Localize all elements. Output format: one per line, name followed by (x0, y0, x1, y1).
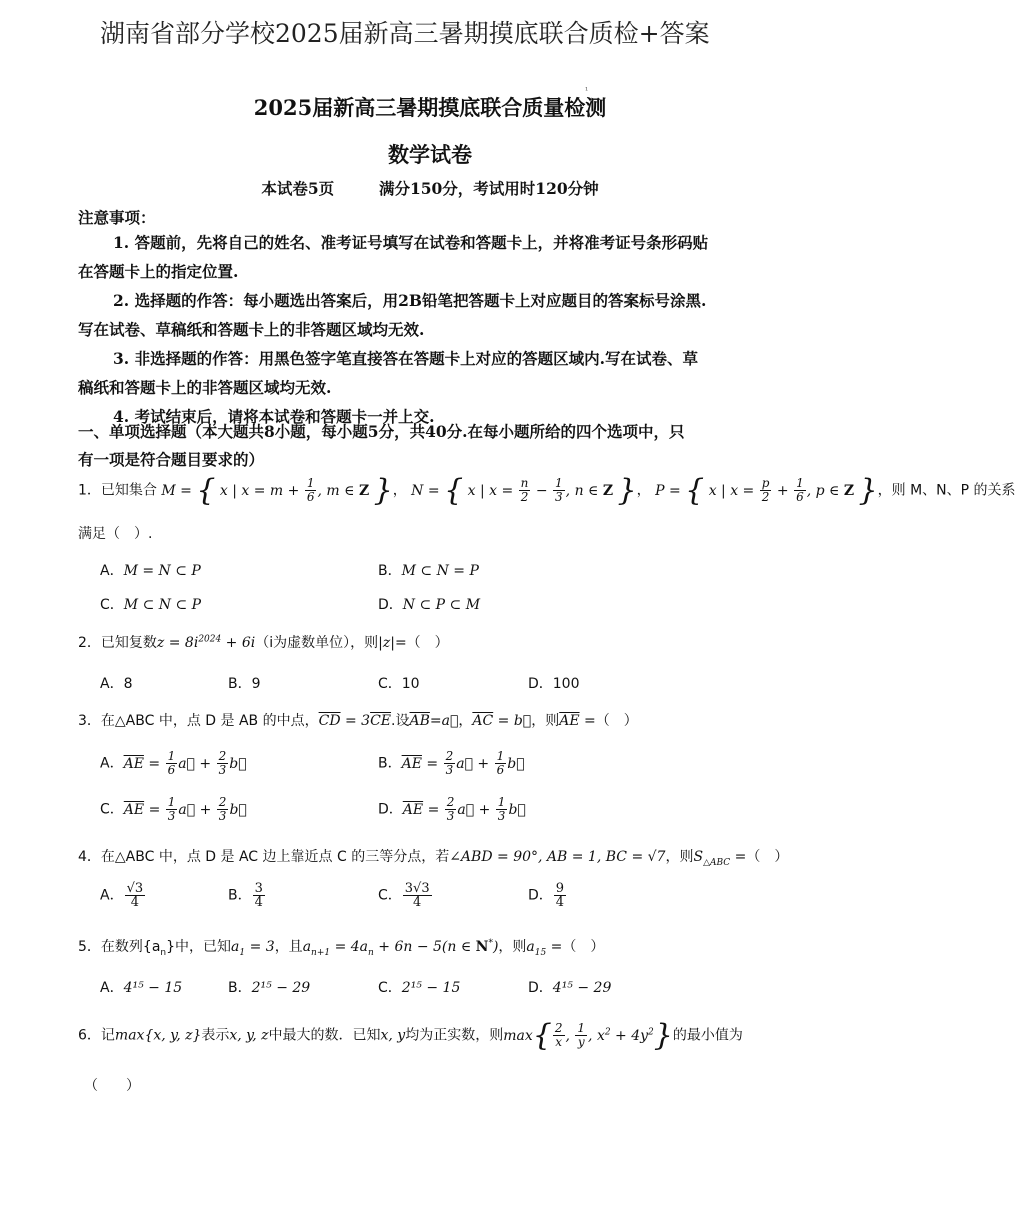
question-4: 4．在△ABC 中，点 D 是 AC 边上靠近点 C 的三等分点，若∠ABD = 90°, AB = 1, BC = √7，则$S_{\triangle ABC}$ =（ ） (78, 849, 789, 868)
q1-option-c[interactable]: C．M ⊂ N ⊂ P (100, 597, 202, 613)
exam-meta (0, 177, 860, 199)
question-1: 1．已知集合 M = { x | x = m + $\frac{1}{6}$ , m ∈ Z }， N = { x | x = $\frac{n}{2}$ − $\frac{1}{3}$ , n ∈ Z }， P = { x | x = $\frac{p}{2}$ + $\frac{1}{6}$ , p ∈ Z }，则 M、N、P 的关系 (78, 472, 1016, 508)
q1-line2: 满足（ ）. (78, 526, 153, 542)
note-1b: 在答题卡上的指定位置. (78, 262, 239, 281)
q1-option-b[interactable]: B．M ⊂ N = P (378, 563, 479, 579)
q3-option-a[interactable]: A．$\overline{AE}$ = $\frac{1}{6}$ a⃗ + $\frac{2}{3}$ b⃗ (100, 749, 247, 777)
q1-set-p: P = { x | x = $\frac{p}{2}$ + $\frac{1}{6}$ , p ∈ Z } (655, 472, 878, 508)
q2-option-c[interactable]: C．10 (378, 676, 420, 692)
note-1a: 1. 答题前，先将自己的姓名、准考证号填写在试卷和答题卡上，并将准考证号条形码贴 (113, 233, 709, 252)
stray-mark: ¹ (585, 86, 589, 95)
q1-set-m: M = { x | x = m + $\frac{1}{6}$ , m ∈ Z } (161, 472, 393, 508)
note-2a: 2. 选择题的作答：每小题选出答案后，用2B铅笔把答题卡上对应题目的答案标号涂黑. (113, 291, 707, 310)
q4-option-a[interactable]: A． $\frac{√3}{4}$ (100, 881, 144, 910)
question-3: 3．在△ABC 中，点 D 是 AB 的中点，$\overline{CD} = 3\overline{CE}$.设$\overline{AB}=a⃗$，$\overline{AC}$ = b⃗，则$\overline{AE}$ =（ ） (78, 713, 638, 729)
q3-option-b[interactable]: B．$\overline{AE}$ = $\frac{2}{3}$ a⃗ + $\frac{1}{6}$ b⃗ (378, 749, 525, 777)
section-line-2: 有一项是符合题目要求的） (78, 450, 265, 469)
q1-suffix: ，则 M、N、P 的关系 (877, 482, 1016, 499)
q5-option-a[interactable]: A．4¹⁵ − 15 (100, 980, 183, 996)
note-4: 4. 考试结束后，请将本试卷和答题卡一并上交. (113, 407, 435, 426)
note-2b: 写在试卷、草稿纸和答题卡上的非答题区域均无效. (78, 320, 425, 339)
q5-option-d[interactable]: D．4¹⁵ − 29 (528, 980, 612, 996)
q2-option-a[interactable]: A．8 (100, 676, 133, 692)
q1-option-d[interactable]: D．N ⊂ P ⊂ M (378, 597, 481, 613)
note-3b: 稿纸和答题卡上的非答题区域均无效. (78, 378, 332, 397)
q1-set-n: N = { x | x = $\frac{n}{2}$ − $\frac{1}{3}$ , n ∈ Z } (411, 472, 637, 508)
document-title: 湖南省部分学校2025届新高三暑期摸底联合质检+答案 (100, 19, 710, 48)
q3-option-c[interactable]: C．$\overline{AE}$ = $\frac{1}{3}$ a⃗ + $\frac{2}{3}$ b⃗ (100, 795, 247, 823)
notes-block (78, 228, 780, 431)
meta-score: 满分150分，考试用时120分钟 (378, 179, 599, 198)
q5-option-b[interactable]: B．2¹⁵ − 29 (228, 980, 311, 996)
q2-option-b[interactable]: B．9 (228, 676, 261, 692)
meta-pages: 本试卷5页 (261, 179, 335, 198)
subject-title: 数学试卷 (388, 142, 472, 167)
q2-option-d[interactable]: D．100 (528, 676, 580, 692)
notes-heading: 注意事项： (78, 208, 156, 227)
q4-option-b[interactable]: B． $\frac{3}{4}$ (228, 881, 263, 910)
q1-prefix: 1．已知集合 (78, 482, 157, 499)
q4-option-d[interactable]: D． $\frac{9}{4}$ (528, 881, 565, 910)
q6-line2: （ ） (84, 1078, 140, 1094)
q5-option-c[interactable]: C．2¹⁵ − 15 (378, 980, 461, 996)
note-3a: 3. 非选择题的作答：用黑色签字笔直接答在答题卡上对应的答题区域内.写在试卷、草 (113, 349, 698, 368)
exam-title: 2025届新高三暑期摸底联合质量检测 (253, 95, 607, 120)
section-heading (78, 418, 780, 474)
question-2: 2．已知复数$z = 8i^{2024} + 6i(i$为虚数单位），则|z|=（ ） (78, 634, 449, 651)
q3-option-d[interactable]: D．$\overline{AE}$ = $\frac{2}{3}$ a⃗ + $\frac{1}{3}$ b⃗ (378, 795, 526, 823)
section-line-1: 一、单项选择题（本大题共8小题，每小题5分，共40分.在每小题所给的四个选项中，只 (78, 422, 685, 441)
question-6: 6．记max{x, y, z}表示x, y, z中最大的数．已知x, y均为正实数，则max{ $\frac{2}{x}$ , $\frac{1}{y}$ , $x^2 + 4y^2$}的最小值为 (78, 1017, 743, 1053)
question-5: 5．在数列$\{a_n\}$中，已知$a_1 = 3$，且$a_{n+1} = 4a_n + 6n - 5(n$ ∈ N*)，则$a_{15}$ =（ ） (78, 938, 605, 958)
q1-option-a[interactable]: A．M = N ⊂ P (100, 563, 201, 579)
q4-option-c[interactable]: C． $\frac{3√3}{4}$ (378, 881, 430, 910)
